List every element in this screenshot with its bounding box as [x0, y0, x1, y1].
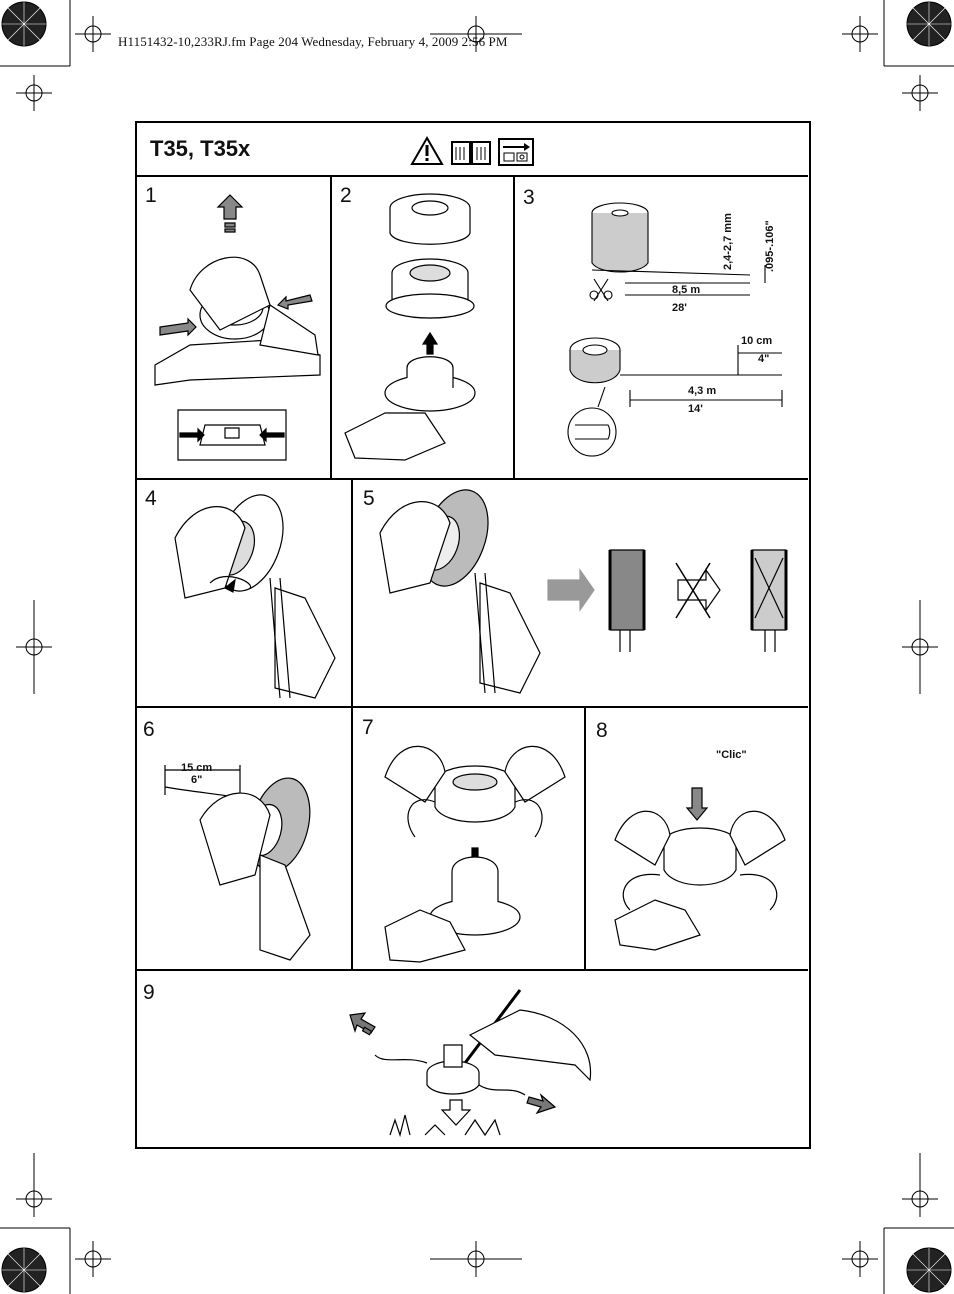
step5-illustration: [370, 488, 800, 703]
line-half-m: 4,3 m: [688, 385, 717, 397]
step2-illustration: [345, 188, 505, 468]
line-end-length-cm: 15 cm: [181, 762, 213, 774]
line-end-in: 4": [758, 353, 770, 365]
step-number: 5: [363, 487, 375, 510]
step4-illustration: [165, 488, 345, 703]
step8-illustration: [605, 780, 795, 960]
step9-illustration: [345, 985, 605, 1140]
step1-illustration: [150, 195, 325, 465]
line-end-length-in: 6": [191, 774, 203, 786]
warning-icon: [410, 136, 444, 166]
divider: [136, 478, 808, 480]
divider: [136, 175, 808, 177]
step-number: 4: [145, 487, 157, 510]
step-number: 2: [340, 184, 352, 207]
step-number: 9: [143, 981, 155, 1004]
step7-illustration: [380, 722, 570, 964]
line-length-m: 8,5 m: [672, 284, 701, 296]
divider: [584, 706, 586, 969]
divider: [351, 478, 353, 969]
line-diameter-mm: 2,4-2,7 mm: [722, 213, 734, 270]
arrow-box-icon: [498, 138, 534, 166]
line-length-ft: 28': [672, 302, 687, 314]
manual-book-icon: [450, 138, 492, 166]
step3-illustration: [520, 195, 800, 470]
step-number: 6: [143, 718, 155, 741]
divider: [136, 706, 808, 708]
step6-illustration: [160, 765, 340, 965]
divider: [330, 175, 332, 478]
step-number: 1: [145, 184, 157, 207]
divider: [136, 969, 808, 971]
click-sound-label: "Clic": [716, 749, 747, 761]
line-half-ft: 14': [688, 403, 703, 415]
divider: [513, 175, 515, 478]
page-title: T35, T35x: [150, 136, 251, 161]
file-header: H1151432-10,233RJ.fm Page 204 Wednesday, February 4, 2009 2:56 PM: [118, 34, 508, 49]
line-end-cm: 10 cm: [741, 335, 773, 347]
line-diameter-in: .095-.106": [764, 220, 776, 272]
step-number: 8: [596, 719, 608, 742]
step-number: 7: [362, 716, 374, 739]
step-number: 3: [523, 186, 535, 209]
